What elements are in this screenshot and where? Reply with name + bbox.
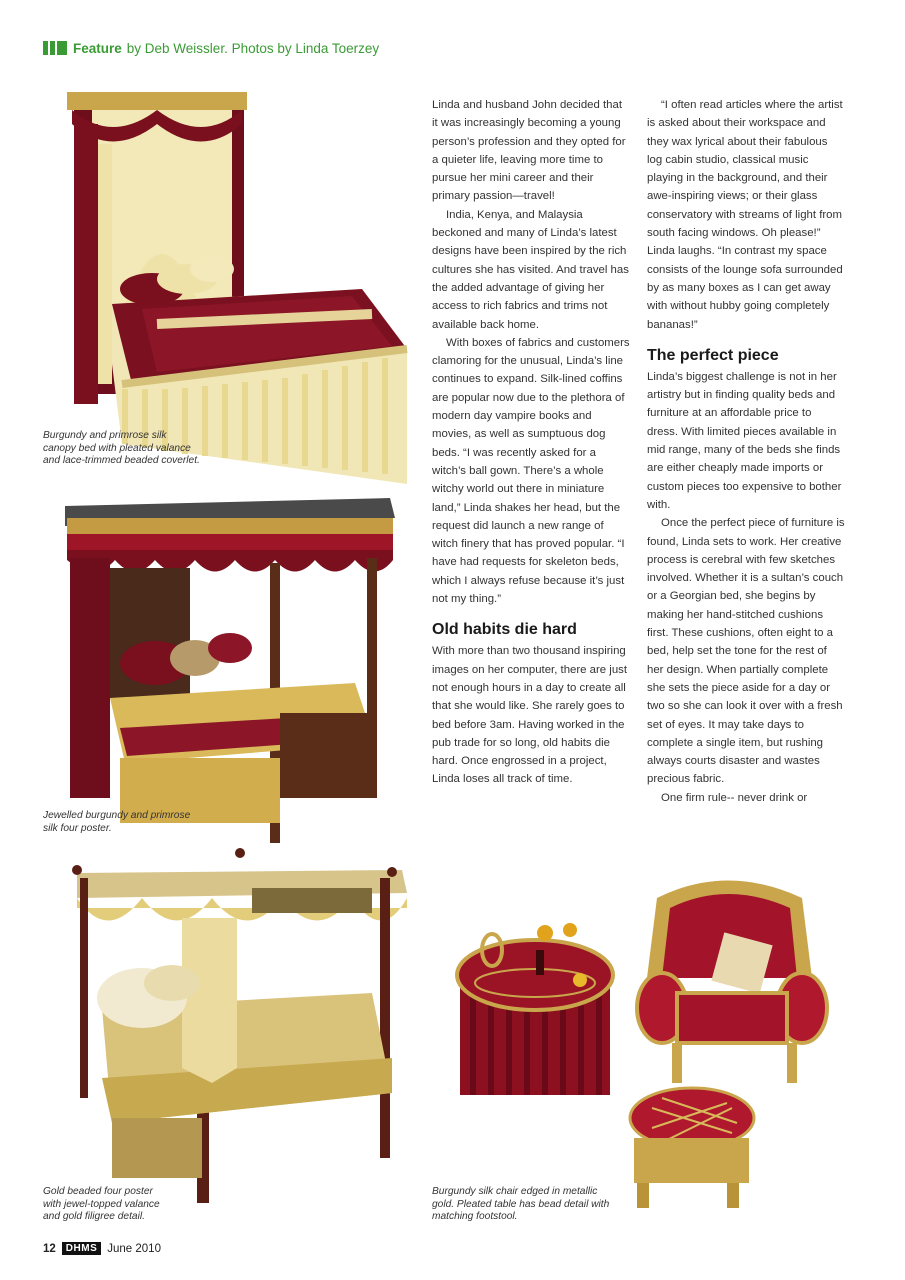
issue-date: June 2010 <box>107 1242 161 1255</box>
text-column-1 <box>432 96 630 789</box>
page-header <box>43 39 379 57</box>
heading-perfect-piece: The perfect piece <box>647 346 779 364</box>
photo-gold-bed <box>62 848 412 1203</box>
col2-paragraph-1: “I often read articles where the artist is asked about their workspace and they wax lyrical about their fabulous log cabin studio, classical music playing in the background, and their awe-inspiring views; or their glass conservatory with streams of light from south facing windows. Oh please!” Linda laughs. “In contrast my space consists of the lounge sofa surrounded by as many boxes as I can get away with without hubby going completely bananas!” <box>647 99 843 331</box>
photo-four-poster <box>55 488 400 848</box>
four-poster-illustration <box>55 488 400 848</box>
pleated-table-illustration <box>450 905 620 1105</box>
photo-canopy-bed <box>62 84 412 484</box>
silk-chair-illustration <box>622 868 834 1223</box>
page-footer <box>43 1242 161 1255</box>
magazine-logo: DHMS <box>62 1242 101 1255</box>
caption-canopy-bed: Burgundy and primrose silk canopy bed with pleated valance and lace-trimmed beaded coverlet. <box>43 430 200 466</box>
photo-pleated-table <box>450 905 620 1105</box>
section-marker-icon <box>43 41 67 55</box>
col1-paragraph-3: With boxes of fabrics and customers clamoring for the unusual, Linda’s line continues to expand. Silk-lined coffins are popular now due to the plethora of modern day vampire books and movies, as well as sumptuous dog beds. “I was recently asked for a witch’s ball gown. There’s a whole witchy world out there in miniature land,” Linda shakes her head, but the request did launch a new range of witch finery that has proved popular. “I have had requests for skeleton beds, which I always refuse because it’s just not my thing.” <box>432 336 630 606</box>
col2-paragraph-2: Linda’s biggest challenge is not in her artistry but in finding quality beds and furniture at an affordable price to dress. With limited pieces available in mid range, many of the beds she finds are either cheaply made imports or custom pieces too expensive to bother with. <box>647 370 842 511</box>
text-column-2 <box>647 96 845 807</box>
page-number: 12 <box>43 1242 56 1255</box>
col2-paragraph-4: One firm rule-- never drink or <box>661 791 808 804</box>
byline: by Deb Weissler. Photos by Linda Toerzey <box>126 40 380 56</box>
col1-paragraph-1: Linda and husband John decided that it was increasingly becoming a young person’s profession and they opted for a quieter life, leaving more time to pursue her mini career and their primary passion—travel! <box>432 99 626 203</box>
gold-bed-illustration <box>62 848 412 1203</box>
section-label: Feature <box>73 40 122 56</box>
col1-paragraph-2: India, Kenya, and Malaysia beckoned and many of Linda’s latest designs have been inspired by the rich cultures she has visited. And travel has the added advantage of giving her access to rich fabrics and trims not available back home. <box>432 208 629 331</box>
heading-old-habits: Old habits die hard <box>432 621 577 639</box>
col2-paragraph-3: Once the perfect piece of furniture is found, Linda sets to work. Her creative process is cerebral with few sketches involved. Whether it is a sultan’s couch or a Georgian bed, she begins by making her hand-stitched cushions first. These cushions, often eight to a bed, help set the tone for the rest of her design. When partially complete she sets the piece aside for a day or two so she can look it over with a fresh set of eyes. It may take days to complete a single item, but rushing always courts disaster and wastes precious fabric. <box>647 517 845 786</box>
caption-chair-table: Burgundy silk chair edged in metallic gold. Pleated table has bead detail with matching footstool. <box>432 1186 610 1222</box>
photo-silk-chair <box>622 868 834 1223</box>
caption-gold-bed: Gold beaded four poster with jewel-topped valance and gold filigree detail. <box>43 1186 160 1222</box>
canopy-bed-illustration <box>62 84 412 484</box>
col1-paragraph-4: With more than two thousand inspiring images on her computer, there are just not enough hours in a day to create all that she would like. She rarely goes to bed before 3am. Having worked in the pub trade for so long, old habits die hard. Once engrossed in a project, Linda loses all track of time. <box>432 645 628 786</box>
caption-four-poster: Jewelled burgundy and primrose silk four poster. <box>43 810 191 834</box>
